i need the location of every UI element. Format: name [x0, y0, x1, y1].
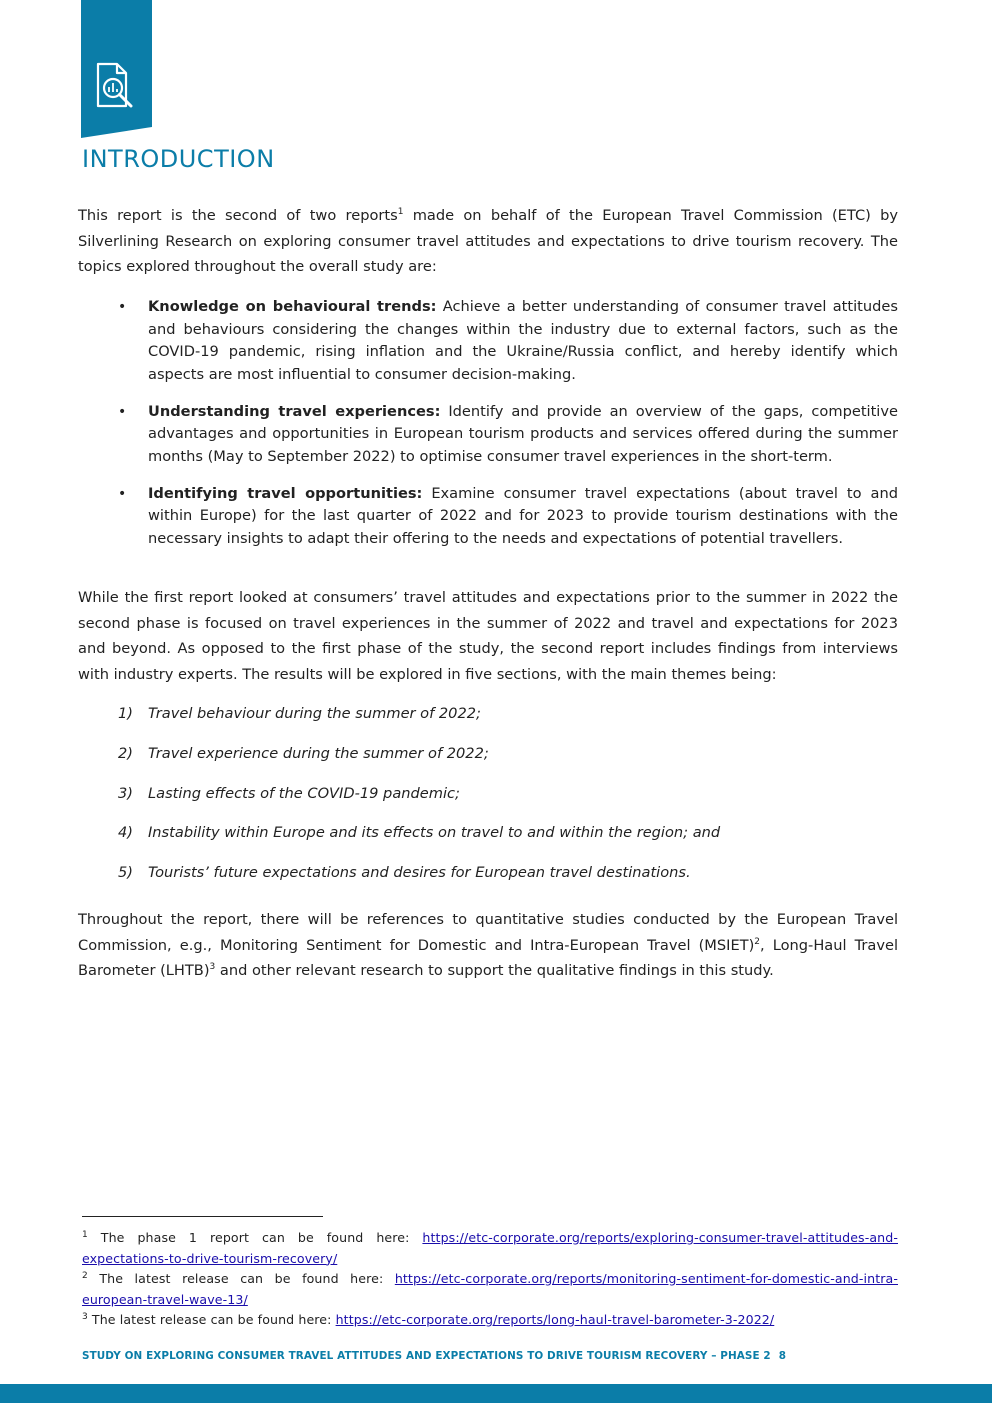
footnote-ref-3[interactable]: 3	[209, 962, 216, 973]
page-title: INTRODUCTION	[82, 145, 275, 173]
bullet-icon: •	[118, 403, 127, 420]
footnotes	[82, 1228, 898, 1331]
footnote-link[interactable]: https://etc-corporate.org/reports/long-haul-travel-barometer-3-2022/	[335, 1312, 775, 1327]
bullet-icon: •	[118, 485, 127, 502]
footnote-ref-1[interactable]: 1	[397, 207, 404, 218]
intro-paragraph: This report is the second of two reports$^1$ made on behalf of the European Travel Commission (ETC) by Silverlining Research on exploring consumer travel attitudes and expectations to drive tourism recovery. The topics explored throughout the overall study are:	[78, 207, 898, 275]
second-paragraph: While the first report looked at consumers’ travel attitudes and expectations prior to the summer in 2022 the second phase is focused on travel experiences in the summer of 2022 and travel and expectations for 2023 and beyond. As opposed to the first phase of the study, the second report includes findings from interviews with industry experts. The results will be explored in five sections, with the main themes being:	[78, 589, 898, 683]
footnote: $^3$ The latest release can be found here: https://etc-corporate.org/reports/long-haul-travel-barometer-3-2022/	[82, 1311, 775, 1327]
bullet-icon: •	[118, 299, 127, 315]
footer-title: STUDY ON EXPLORING CONSUMER TRAVEL ATTITUDES AND EXPECTATIONS TO DRIVE TOURISM RECOVERY – PHASE 2	[82, 1350, 771, 1362]
list-item: • Knowledge on behavioural trends: Achieve a better understanding of consumer travel attitudes and behaviours considering the changes within the industry due to external factors, such as the COVID-19 pandemic, rising inflation and the Ukraine/Russia conflict, and hereby identify which aspects are most influential to consumer decision-making.	[118, 298, 898, 383]
page-number: 8	[778, 1350, 787, 1362]
footer-bar	[0, 1384, 992, 1403]
footnote-link[interactable]: https://etc-corporate.org/reports/monitoring-sentiment-for-domestic-and-intra-european-travel-wave-13/	[82, 1271, 898, 1307]
footnote-link[interactable]: https://etc-corporate.org/reports/exploring-consumer-travel-attitudes-and-expectations-to-drive-tourism-recovery/	[82, 1230, 898, 1266]
header-ribbon	[81, 0, 152, 138]
list-item: • Identifying travel opportunities: Examine consumer travel expectations (about travel to and within Europe) for the last quarter of 2022 and for 2023 to provide tourism destinations with the necessary insights to adapt their offering to the needs and expectations of potential travellers.	[118, 484, 898, 547]
report-analysis-icon	[95, 62, 137, 110]
footnote-divider	[82, 1216, 323, 1217]
page-footer	[82, 1350, 786, 1362]
footnote-ref-2[interactable]: 2	[754, 936, 761, 947]
footnote: $^2$ The latest release can be found here: https://etc-corporate.org/reports/monitoring-sentiment-for-domestic-and-intra-european-travel-wave-13/	[82, 1270, 898, 1307]
list-item: • Understanding travel experiences: Identify and provide an overview of the gaps, competitive advantages and opportunities in European tourism products and services offered during the summer months (May to September 2022) to optimise consumer travel experiences in the short-term.	[118, 402, 898, 465]
closing-paragraph: Throughout the report, there will be references to quantitative studies conducted by the European Travel Commission, e.g., Monitoring Sentiment for Domestic and Intra-European Travel (MSIET)$^2$, Long-Haul Travel Barometer (LHTB)$^3$ and other relevant research to support the qualitative findings in this study.	[78, 911, 898, 979]
topics-list	[118, 296, 898, 565]
footnote: $^1$ The phase 1 report can be found here: https://etc-corporate.org/reports/exploring-consumer-travel-attitudes-and-expectations-to-drive-tourism-recovery/	[82, 1229, 898, 1266]
